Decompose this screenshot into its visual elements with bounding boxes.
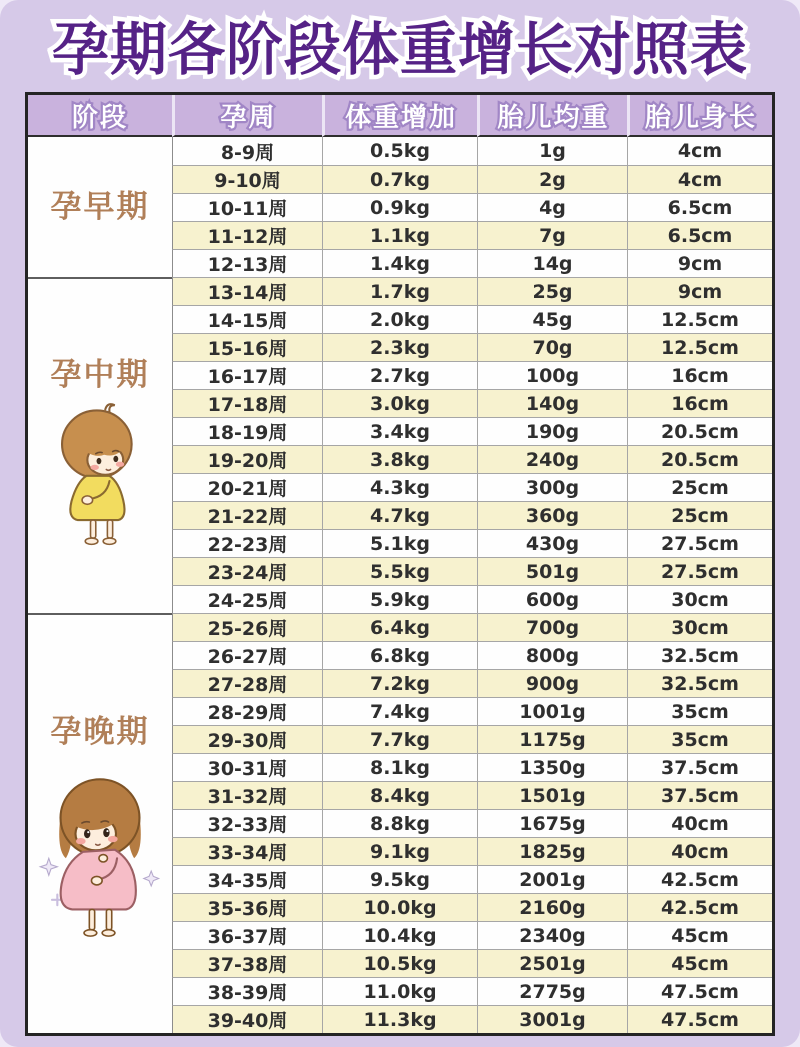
week-cell: 23-24周 (172, 557, 322, 585)
week-cell: 29-30周 (172, 725, 322, 753)
fetal-weight-cell: 2501g (477, 949, 627, 977)
fetal-length-cell: 16cm (627, 361, 772, 389)
header-fetal-weight: 胎儿均重 (477, 95, 627, 137)
stage-cell-mid (28, 277, 172, 613)
week-cell: 27-28周 (172, 669, 322, 697)
fetal-length-cell: 37.5cm (627, 753, 772, 781)
fetal-length-cell: 20.5cm (627, 445, 772, 473)
week-cell: 36-37周 (172, 921, 322, 949)
week-cell: 20-21周 (172, 473, 322, 501)
pregnant-woman-pink-dress-illustration (36, 762, 164, 994)
fetal-weight-cell: 190g (477, 417, 627, 445)
weight-gain-cell: 10.5kg (322, 949, 477, 977)
weight-gain-cell: 10.0kg (322, 893, 477, 921)
fetal-weight-cell: 800g (477, 641, 627, 669)
weight-gain-cell: 5.9kg (322, 585, 477, 613)
fetal-length-cell: 37.5cm (627, 781, 772, 809)
fetal-weight-cell: 140g (477, 389, 627, 417)
weight-gain-cell: 11.0kg (322, 977, 477, 1005)
week-cell: 16-17周 (172, 361, 322, 389)
weight-gain-cell: 8.1kg (322, 753, 477, 781)
fetal-weight-cell: 1g (477, 137, 627, 165)
weight-gain-cell: 2.7kg (322, 361, 477, 389)
fetal-weight-cell: 2160g (477, 893, 627, 921)
fetal-weight-cell: 4g (477, 193, 627, 221)
weight-gain-cell: 0.7kg (322, 165, 477, 193)
week-cell: 35-36周 (172, 893, 322, 921)
fetal-weight-cell: 900g (477, 669, 627, 697)
fetal-weight-cell: 2g (477, 165, 627, 193)
fetal-length-cell: 35cm (627, 697, 772, 725)
fetal-length-cell: 16cm (627, 389, 772, 417)
stage-label-mid: 孕中期 (50, 357, 150, 393)
week-cell: 31-32周 (172, 781, 322, 809)
fetal-weight-cell: 3001g (477, 1005, 627, 1033)
fetal-weight-cell: 2001g (477, 865, 627, 893)
fetal-length-cell: 42.5cm (627, 893, 772, 921)
fetal-weight-cell: 700g (477, 613, 627, 641)
fetal-weight-cell: 600g (477, 585, 627, 613)
week-cell: 15-16周 (172, 333, 322, 361)
weight-gain-cell: 6.8kg (322, 641, 477, 669)
weight-gain-cell: 3.0kg (322, 389, 477, 417)
page-title: 孕期各阶段体重增长对照表 (52, 17, 748, 83)
stage-cell-late (28, 613, 172, 1033)
fetal-weight-cell: 430g (477, 529, 627, 557)
fetal-weight-cell: 45g (477, 305, 627, 333)
fetal-length-cell: 9cm (627, 277, 772, 305)
week-cell: 18-19周 (172, 417, 322, 445)
weight-gain-cell: 4.3kg (322, 473, 477, 501)
fetal-length-cell: 45cm (627, 921, 772, 949)
fetal-weight-cell: 25g (477, 277, 627, 305)
weight-gain-cell: 11.3kg (322, 1005, 477, 1033)
fetal-weight-cell: 240g (477, 445, 627, 473)
week-cell: 26-27周 (172, 641, 322, 669)
week-cell: 37-38周 (172, 949, 322, 977)
weight-gain-cell: 4.7kg (322, 501, 477, 529)
week-cell: 38-39周 (172, 977, 322, 1005)
stage-cell-early (28, 137, 172, 277)
header-stage: 阶段 (28, 95, 172, 137)
week-cell: 12-13周 (172, 249, 322, 277)
weight-gain-cell: 8.4kg (322, 781, 477, 809)
weight-gain-cell: 7.7kg (322, 725, 477, 753)
fetal-weight-cell: 1175g (477, 725, 627, 753)
fetal-length-cell: 25cm (627, 473, 772, 501)
week-cell: 33-34周 (172, 837, 322, 865)
week-cell: 22-23周 (172, 529, 322, 557)
fetal-length-cell: 30cm (627, 613, 772, 641)
week-cell: 24-25周 (172, 585, 322, 613)
fetal-weight-cell: 1350g (477, 753, 627, 781)
week-cell: 28-29周 (172, 697, 322, 725)
header-weight-gain: 体重增加 (322, 95, 477, 137)
weight-gain-cell: 7.4kg (322, 697, 477, 725)
fetal-weight-cell: 1825g (477, 837, 627, 865)
week-cell: 8-9周 (172, 137, 322, 165)
fetal-weight-cell: 1001g (477, 697, 627, 725)
fetal-length-cell: 4cm (627, 137, 772, 165)
pregnant-woman-yellow-dress-illustration (42, 401, 158, 577)
table-grid (25, 92, 775, 1036)
weight-gain-cell: 10.4kg (322, 921, 477, 949)
stage-label-late: 孕晚期 (50, 714, 150, 750)
week-cell: 39-40周 (172, 1005, 322, 1033)
fetal-length-cell: 30cm (627, 585, 772, 613)
weight-gain-cell: 0.9kg (322, 193, 477, 221)
weight-gain-cell: 1.7kg (322, 277, 477, 305)
weight-gain-cell: 8.8kg (322, 809, 477, 837)
weight-gain-cell: 3.8kg (322, 445, 477, 473)
fetal-length-cell: 45cm (627, 949, 772, 977)
fetal-weight-cell: 1675g (477, 809, 627, 837)
fetal-length-cell: 42.5cm (627, 865, 772, 893)
weight-gain-cell: 9.1kg (322, 837, 477, 865)
fetal-length-cell: 32.5cm (627, 669, 772, 697)
stage-label-early: 孕早期 (50, 189, 150, 225)
fetal-length-cell: 27.5cm (627, 529, 772, 557)
fetal-length-cell: 32.5cm (627, 641, 772, 669)
week-cell: 11-12周 (172, 221, 322, 249)
weight-gain-cell: 0.5kg (322, 137, 477, 165)
fetal-weight-cell: 7g (477, 221, 627, 249)
week-cell: 32-33周 (172, 809, 322, 837)
fetal-length-cell: 6.5cm (627, 193, 772, 221)
fetal-length-cell: 9cm (627, 249, 772, 277)
fetal-length-cell: 12.5cm (627, 305, 772, 333)
weight-gain-cell: 6.4kg (322, 613, 477, 641)
week-cell: 13-14周 (172, 277, 322, 305)
header-week: 孕周 (172, 95, 322, 137)
fetal-weight-cell: 1501g (477, 781, 627, 809)
week-cell: 17-18周 (172, 389, 322, 417)
fetal-length-cell: 4cm (627, 165, 772, 193)
weight-gain-cell: 5.5kg (322, 557, 477, 585)
week-cell: 25-26周 (172, 613, 322, 641)
weight-gain-cell: 2.0kg (322, 305, 477, 333)
weight-gain-cell: 1.4kg (322, 249, 477, 277)
week-cell: 19-20周 (172, 445, 322, 473)
weight-gain-cell: 7.2kg (322, 669, 477, 697)
fetal-length-cell: 40cm (627, 837, 772, 865)
week-cell: 34-35周 (172, 865, 322, 893)
fetal-length-cell: 40cm (627, 809, 772, 837)
fetal-weight-cell: 501g (477, 557, 627, 585)
fetal-length-cell: 47.5cm (627, 1005, 772, 1033)
fetal-weight-cell: 100g (477, 361, 627, 389)
week-cell: 21-22周 (172, 501, 322, 529)
fetal-weight-cell: 70g (477, 333, 627, 361)
fetal-length-cell: 6.5cm (627, 221, 772, 249)
fetal-length-cell: 27.5cm (627, 557, 772, 585)
fetal-weight-cell: 14g (477, 249, 627, 277)
header-fetal-length: 胎儿身长 (627, 95, 772, 137)
week-cell: 14-15周 (172, 305, 322, 333)
week-cell: 10-11周 (172, 193, 322, 221)
fetal-weight-cell: 300g (477, 473, 627, 501)
fetal-weight-cell: 2340g (477, 921, 627, 949)
weight-gain-cell: 5.1kg (322, 529, 477, 557)
weight-gain-cell: 9.5kg (322, 865, 477, 893)
fetal-length-cell: 20.5cm (627, 417, 772, 445)
fetal-weight-cell: 360g (477, 501, 627, 529)
week-cell: 9-10周 (172, 165, 322, 193)
fetal-length-cell: 47.5cm (627, 977, 772, 1005)
fetal-length-cell: 12.5cm (627, 333, 772, 361)
weight-gain-cell: 2.3kg (322, 333, 477, 361)
fetal-length-cell: 25cm (627, 501, 772, 529)
weight-gain-cell: 1.1kg (322, 221, 477, 249)
fetal-length-cell: 35cm (627, 725, 772, 753)
week-cell: 30-31周 (172, 753, 322, 781)
fetal-weight-cell: 2775g (477, 977, 627, 1005)
weight-gain-cell: 3.4kg (322, 417, 477, 445)
